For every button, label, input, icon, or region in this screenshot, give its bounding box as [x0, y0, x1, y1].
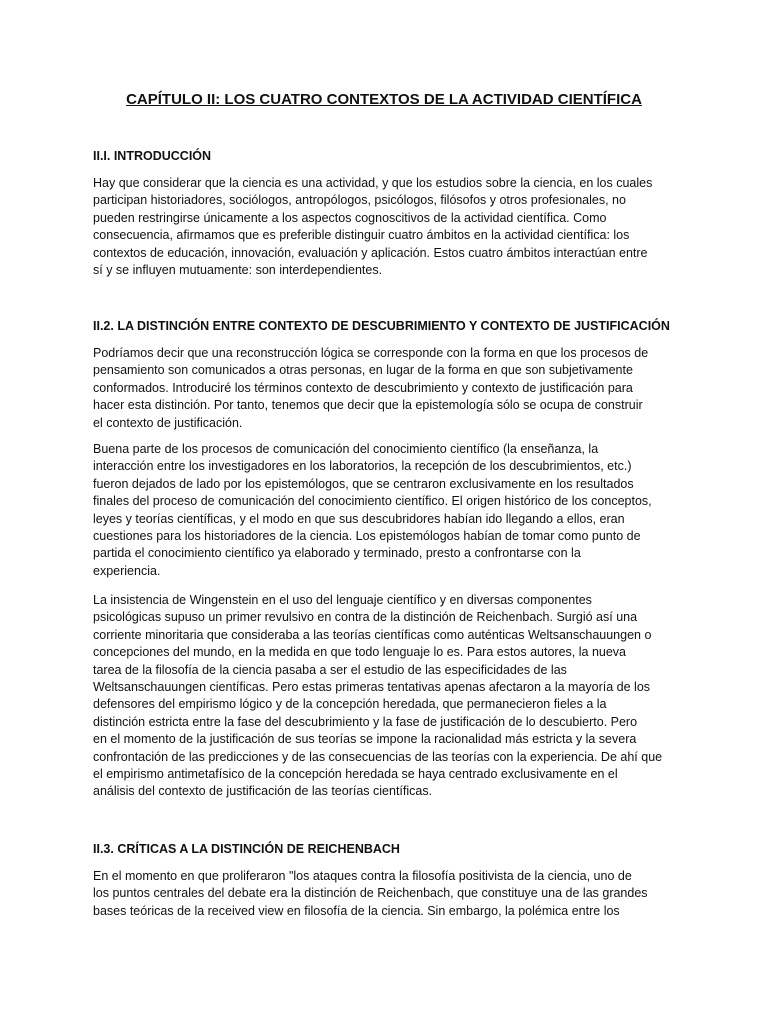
text-line: Hay que considerar que la ciencia es una actividad, y que los estudios sobre la ciencia, en los cuales: [93, 176, 653, 190]
text-line: el empirismo antimetafísico de la concepción heredada se haya centrado exclusivamente en el: [93, 767, 618, 782]
text-line: el contexto de justificación.: [93, 415, 243, 430]
text-line: En el momento en que proliferaron "los ataques contra la filosofía positivista de la ciencia, uno de: [93, 869, 632, 883]
text-line: hacer esta distinción. Por tanto, tenemos que decir que la epistemología sólo se ocupa de construir: [93, 398, 643, 413]
paragraph-ataques-positivismo: [93, 868, 693, 920]
text-line: defensores del empirismo lógico y de la concepción heredada, que permanecieron fieles a la: [93, 697, 607, 712]
chapter-title: CAPÍTULO II: LOS CUATRO CONTEXTOS DE LA ACTIVIDAD CIENTÍFICA: [126, 91, 642, 108]
text-line: experiencia.: [93, 563, 161, 578]
text-line: bases teóricas de la received view en filosofía de la ciencia. Sin embargo, la polémica entre los: [93, 903, 620, 918]
text-line: cuestiones para los historiadores de la ciencia. Los epistemólogos habían de tomar como punto de: [93, 529, 641, 544]
text-line: finales del proceso de comunicación del conocimiento científico. El origen histórico de los conceptos,: [93, 494, 652, 509]
text-line: leyes y teorías científicas, y el modo en que sus descubridores habían ido llegando a ellos, eran: [93, 511, 625, 526]
section-heading-criticas: II.3. CRÍTICAS A LA DISTINCIÓN DE REICHENBACH: [93, 842, 400, 856]
text-line: concepciones del mundo, en la medida en que todo lenguaje lo es. Para estos autores, la nueva: [93, 645, 627, 660]
text-line: los puntos centrales del debate era la distinción de Reichenbach, que constituye una de las grandes: [93, 886, 648, 901]
text-line: tarea de la filosofía de la ciencia pasaba a ser el estudio de las especificidades de las: [93, 662, 567, 677]
text-line: participan historiadores, sociólogos, antropólogos, psicólogos, filósofos y otros profesionales, no: [93, 193, 626, 208]
text-line: contextos de educación, innovación, evaluación y aplicación. Estos cuatro ámbitos interactúan entre: [93, 245, 648, 260]
text-line: conformados. Introduciré los términos contexto de descubrimiento y contexto de justificación para: [93, 380, 633, 395]
text-line: análisis del contexto de justificación de las teorías científicas.: [93, 784, 433, 799]
paragraph-introduccion: [93, 175, 693, 279]
text-line: La insistencia de Wingenstein en el uso del lenguaje científico y en diversas componentes: [93, 593, 592, 607]
text-line: sí y se influyen mutuamente: son interdependientes.: [93, 263, 383, 278]
text-line: interacción entre los investigadores en los laboratorios, la recepción de los descubrimientos, etc.): [93, 459, 632, 474]
text-line: corriente minoritaria que consideraba a las teorías científicas como auténticas Weltsanschauungen o: [93, 627, 652, 642]
paragraph-wingenstein: [93, 592, 693, 801]
text-line: partida el conocimiento científico ya elaborado y terminado, presto a confrontarse con la: [93, 546, 581, 561]
section-heading-introduccion: II.I. INTRODUCCIÓN: [93, 149, 212, 163]
text-line: consecuencia, afirmamos que es preferible distinguir cuatro ámbitos en la actividad científica: los: [93, 228, 630, 243]
text-line: pueden restringirse únicamente a los aspectos cognoscitivos de la actividad científica. Como: [93, 210, 607, 225]
text-line: en el momento de la justificación de sus teorías se impone la racionalidad más estricta y la severa: [93, 732, 637, 747]
text-line: Weltsanschauungen científicas. Pero estas primeras tentativas apenas afectaron a la mayoría de los: [93, 680, 651, 695]
paragraph-reconstruccion-logica: [93, 345, 693, 432]
text-line: pensamiento son comunicados a otras personas, en lugar de la forma en que son subjetivamente: [93, 363, 633, 378]
text-line: psicológicas supuso un primer revulsivo en contra de la distinción de Reichenbach. Surgió así una: [93, 610, 638, 625]
text-line: confrontación de las predicciones y de las consecuencias de las teorías con la experiencia. De ahí que: [93, 749, 663, 764]
text-line: Podríamos decir que una reconstrucción lógica se corresponde con la forma en que los procesos de: [93, 346, 649, 360]
section-heading-distincion: II.2. LA DISTINCIÓN ENTRE CONTEXTO DE DESCUBRIMIENTO Y CONTEXTO DE JUSTIFICACIÓN: [93, 319, 670, 333]
text-line: Buena parte de los procesos de comunicación del conocimiento científico (la enseñanza, la: [93, 442, 599, 456]
text-line: distinción estricta entre la fase del descubrimiento y la fase de justificación de lo descubierto. Pero: [93, 714, 638, 729]
paragraph-comunicacion-conocimiento: [93, 441, 693, 580]
text-line: fueron dejados de lado por los epistemólogos, que se centraron exclusivamente en los resultados: [93, 476, 634, 491]
